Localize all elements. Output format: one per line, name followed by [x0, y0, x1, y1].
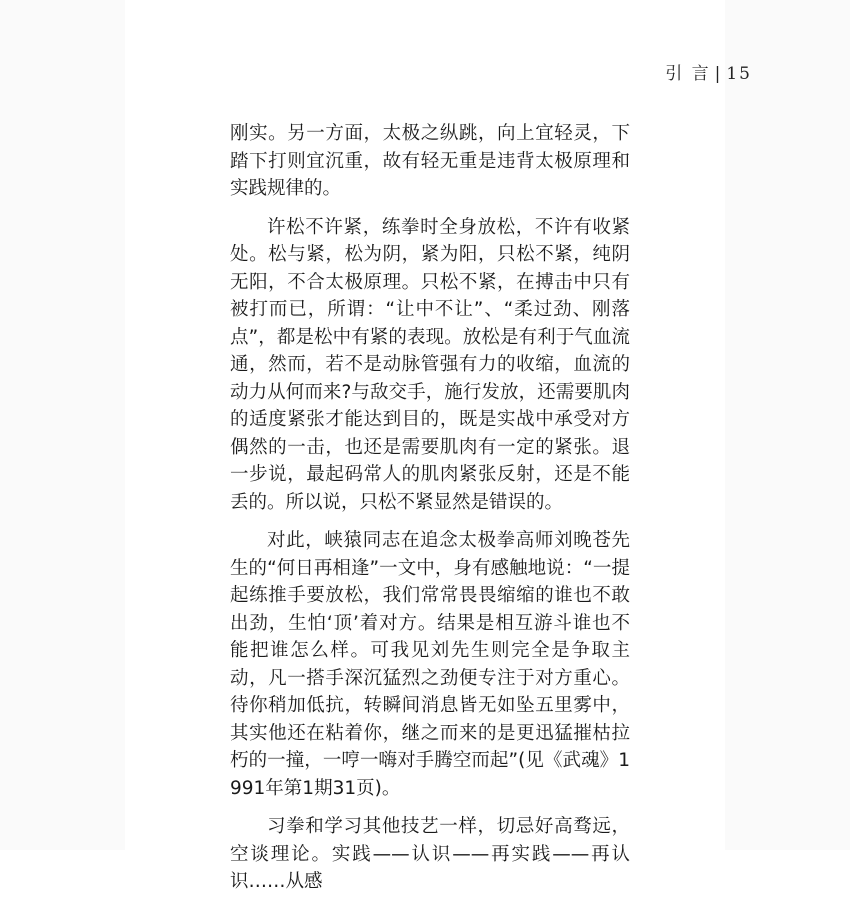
paragraph-quote: 对此，峡猿同志在追念太极拳高师刘晚苍先生的“何日再相逢”一文中，身有感触地说：“一提起练推手要放松，我们常常畏畏缩缩的谁也不敢出劲，生怕‘顶’着对方。结果是相互游斗谁也不能把谁怎么样。可我见刘先生则完全是争取主动，凡一搭手深沉猛烈之劲便专注于对方重心。待你稍加低抗，转瞬间消息皆无如坠五里雾中，其实他还在粘着你，继之而来的是更迅猛摧枯拉朽的一撞，一哼一嗨对手腾空而起”(见《武魂》1991年第1期31页)。	[230, 530, 630, 799]
body-text	[230, 120, 630, 907]
running-header	[665, 59, 752, 84]
page-margin-left	[0, 0, 125, 850]
header-section-title: 引 言	[665, 64, 711, 84]
page-number: 15	[726, 64, 752, 84]
paragraph-continued: 刚实。另一方面，太极之纵跳，向上宜轻灵，下踏下打则宜沉重，故有轻无重是违背太极原理和实践规律的。	[230, 123, 630, 199]
page-margin-right	[725, 0, 850, 850]
header-separator: |	[714, 64, 723, 84]
paragraph-practice: 习拳和学习其他技艺一样，切忌好高骛远，空谈理论。实践——认识——再实践——再认识……从感	[230, 816, 630, 892]
paragraph-relax-tense: 许松不许紧，练拳时全身放松，不许有收紧处。松与紧，松为阴，紧为阳，只松不紧，纯阴无阳，不合太极原理。只松不紧，在搏击中只有被打而已，所谓：“让中不让”、“柔过劲、刚落点”，都是松中有紧的表现。放松是有利于气血流通，然而，若不是动脉管强有力的收缩，血流的动力从何而来?与敌交手，施行发放，还需要肌肉的适度紧张才能达到目的，既是实战中承受对方偶然的一击，也还是需要肌肉有一定的紧张。退一步说，最起码常人的肌肉紧张反射，还是不能丢的。所以说，只松不紧显然是错误的。	[230, 216, 630, 513]
